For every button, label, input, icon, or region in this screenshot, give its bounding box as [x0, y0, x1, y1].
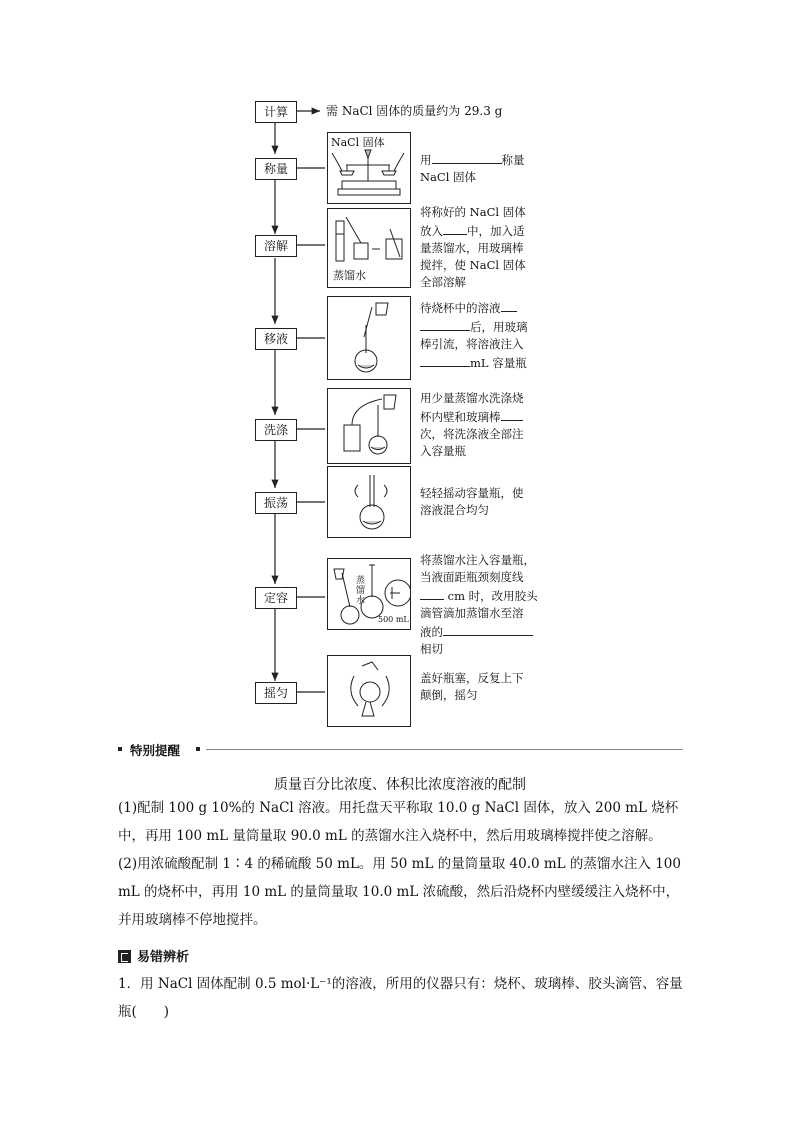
transfer-illustration [327, 296, 411, 380]
dissolve-img-label: 蒸馏水 [333, 269, 366, 282]
shake-illustration [327, 466, 411, 538]
step-calc: 计算 [255, 101, 297, 123]
square-icon [118, 747, 122, 751]
mix-desc: 盖好瓶塞，反复上下 颠倒，摇匀 [420, 671, 524, 702]
fix-volume-illustration [327, 558, 411, 630]
tip-section-header [118, 741, 683, 757]
wash-illustration [327, 388, 411, 464]
bracket-icon [118, 950, 131, 963]
weigh-desc: 用 称量 NaCl 固体 [420, 150, 525, 186]
mix-illustration [327, 655, 411, 727]
wash-desc: 用少量蒸馏水洗涤烧 杯内壁和玻璃棒 次，将洗涤液全部注 入容量瓶 [420, 391, 524, 458]
fix-volume-label-500ml: 500 mL [378, 615, 409, 624]
step-weigh: 称量 [255, 158, 297, 180]
weigh-img-label: NaCl 固体 [331, 136, 385, 149]
dissolve-illustration [327, 208, 411, 288]
tip-header: 特别提醒 [130, 743, 181, 758]
weigh-illustration [327, 132, 411, 204]
shake-desc: 轻轻摇动容量瓶，使 溶液混合均匀 [420, 486, 524, 517]
fix-volume-label-3: 水 [356, 596, 366, 606]
tip-paragraph-1: (1)配制 100 g 10%的 NaCl 溶液。用托盘天平称取 10.0 g NaCl 固体，放入 200 mL 烧杯中，再用 100 mL 量筒量取 90.0 mL 的蒸馏水注入烧杯中，然后用玻璃棒搅拌使之溶解。 [118, 800, 679, 844]
errors-header-text: 易错辨析 [137, 950, 190, 965]
calc-result: 需 NaCl 固体的质量约为 29.3 g [326, 104, 503, 118]
transfer-desc: 待烧杯中的溶液 后，用玻璃 棒引流，将溶液注入 mL 容量瓶 [420, 298, 528, 372]
step-fix-volume: 定容 [255, 587, 297, 609]
square-icon [196, 747, 200, 751]
step-mix: 摇匀 [255, 682, 297, 704]
divider [206, 749, 683, 750]
errors-header [118, 946, 189, 965]
tip-title: 质量百分比浓度、体积比浓度溶液的配制 [274, 777, 526, 793]
step-transfer: 移液 [255, 328, 297, 350]
step-wash: 洗涤 [255, 419, 297, 441]
fix-volume-label-2: 馏 [356, 586, 366, 596]
step-dissolve: 溶解 [255, 235, 297, 257]
tip-paragraph-2: (2)用浓硫酸配制 1∶4 的稀硫酸 50 mL。用 50 mL 的量筒量取 40.0 mL 的蒸馏水注入 100 mL 的烧杯中，再用 10 mL 的量筒量取 10.0 mL 浓硫酸，然后沿烧杯内壁缓缓注入烧杯中，并用玻璃棒不停地搅拌。 [118, 856, 681, 928]
errors-question-1: 1．用 NaCl 固体配制 0.5 mol·L⁻¹的溶液，所用的仪器只有：烧杯、玻璃棒、胶头滴管、容量瓶( ) [118, 976, 683, 1020]
step-shake: 振荡 [255, 492, 297, 514]
fix-volume-desc: 将蒸馏水注入容量瓶， 当液面距瓶颈刻度线 cm 时，改用胶头 滴管滴加蒸馏水至溶 液的 相切 [420, 553, 538, 656]
dissolve-desc: 将称好的 NaCl 固体 放入 中，加入适 量蒸馏水，用玻璃棒 搅拌，使 NaCl 固体 全部溶解 [420, 205, 526, 289]
fix-volume-label-1: 蒸 [356, 576, 366, 586]
